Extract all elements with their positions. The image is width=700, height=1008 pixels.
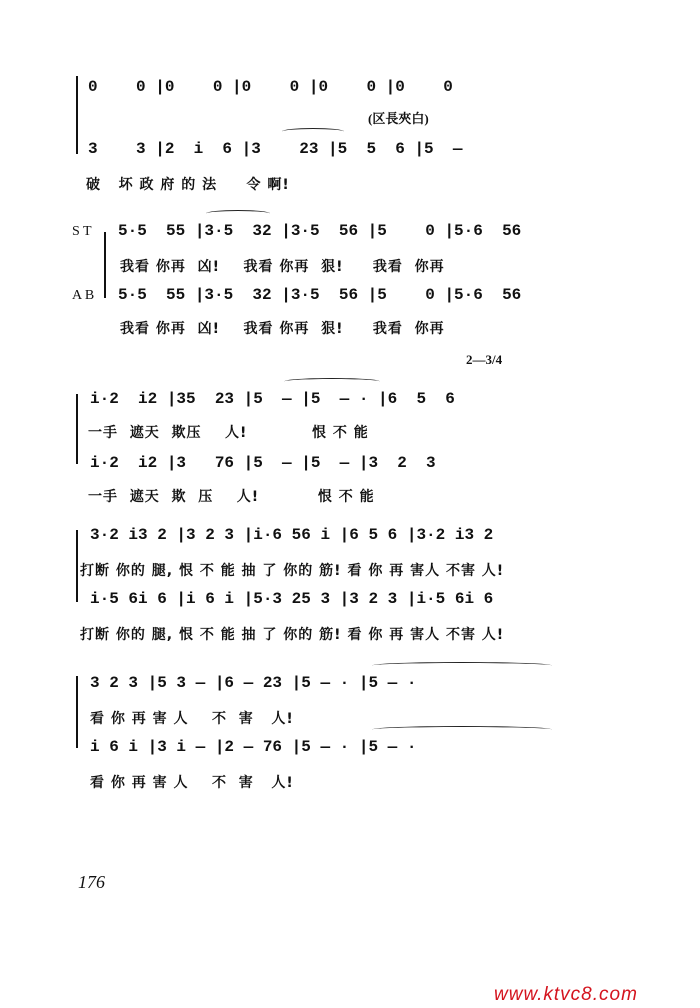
page-number: 176 <box>78 872 105 892</box>
lyrics-lower: 看 你 再 害 人 不 害 人! <box>90 775 294 791</box>
staff-st-notes: 5·5 55 |3·5 32 |3·5 56 |5 0 |5·6 56 <box>118 222 522 240</box>
system-bracket <box>104 232 106 298</box>
lyrics-lower: 一手 遮天 欺 压 人! 恨 不 能 <box>88 489 375 505</box>
site-watermark: www.ktvc8.com <box>494 984 638 1005</box>
system-bracket <box>76 394 78 464</box>
time-signature-change: 2—3/4 <box>466 352 503 367</box>
staff-lower-notes: i 6 i |3 i — |2 — 76 |5 — · |5 — · <box>90 738 417 756</box>
staff-upper-notes: 0 0 |0 0 |0 0 |0 0 |0 0 <box>88 78 453 96</box>
lyrics-st: 我看 你再 凶! 我看 你再 狠! 我看 你再 <box>120 259 445 275</box>
tie-slur <box>206 210 270 217</box>
staff-lower-notes: i·2 i2 |3 76 |5 — |5 — |3 2 3 <box>90 454 436 472</box>
lyrics-upper: 看 你 再 害 人 不 害 人! <box>90 711 294 727</box>
lyrics-lower: 打断 你的 腿, 恨 不 能 抽 了 你的 筋! 看 你 再 害人 不害 人! <box>80 627 505 643</box>
tie-slur <box>284 378 380 385</box>
staff-upper-notes: i·2 i2 |35 23 |5 — |5 — · |6 5 6 <box>90 390 455 408</box>
staff-lower-notes: 3 3 |2 i 6 |3 23 |5 5 6 |5 — <box>88 140 463 158</box>
staff-upper-notes: 3·2 i3 2 |3 2 3 |i·6 56 i |6 5 6 |3·2 i3 2 <box>90 526 494 544</box>
system-bracket <box>76 76 78 154</box>
system-bracket <box>76 530 78 602</box>
spoken-direction: (区長夾白) <box>368 111 429 126</box>
staff-ab-notes: 5·5 55 |3·5 32 |3·5 56 |5 0 |5·6 56 <box>118 286 522 304</box>
lyrics-line: 破 坏 政 府 的 法 令 啊! <box>86 177 290 193</box>
lyrics-upper: 一手 遮天 欺压 人! 恨 不 能 <box>88 425 369 441</box>
lyrics-upper: 打断 你的 腿, 恨 不 能 抽 了 你的 筋! 看 你 再 害人 不害 人! <box>80 563 505 579</box>
tie-slur <box>282 128 344 135</box>
lyrics-ab: 我看 你再 凶! 我看 你再 狠! 我看 你再 <box>120 321 445 337</box>
tie-slur <box>372 662 552 669</box>
staff-upper-notes: 3 2 3 |5 3 — |6 — 23 |5 — · |5 — · <box>90 674 417 692</box>
system-bracket <box>76 676 78 748</box>
staff-lower-notes: i·5 6i 6 |i 6 i |5·3 25 3 |3 2 3 |i·5 6i 6 <box>90 590 494 608</box>
tie-slur <box>372 726 552 733</box>
part-label-ab: A B <box>72 288 95 303</box>
part-label-st: S T <box>72 224 92 239</box>
